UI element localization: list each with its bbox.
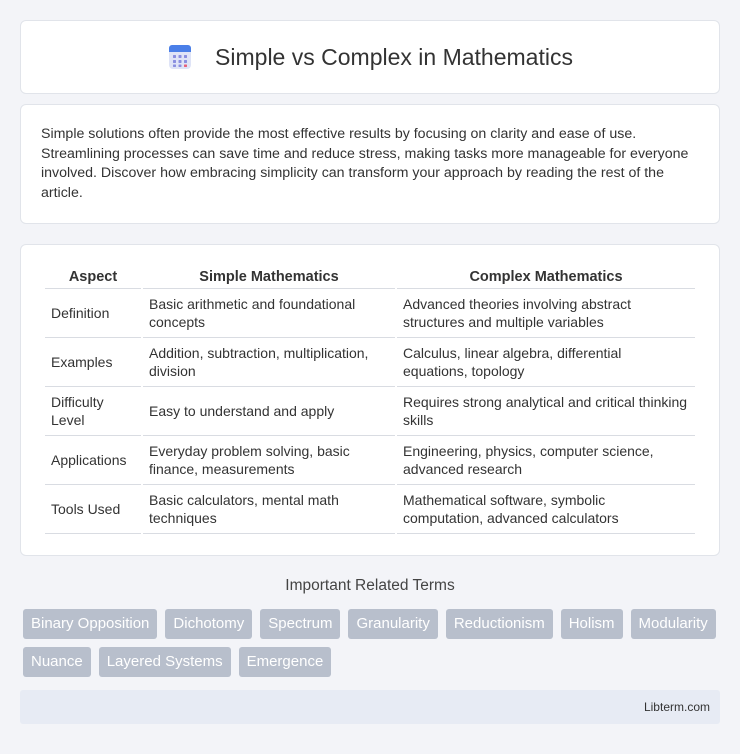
table-cell-simple: Everyday problem solving, basic finance, measurements [143, 436, 395, 485]
term-tag[interactable]: Reductionism [446, 609, 553, 639]
term-tag[interactable]: Modularity [631, 609, 716, 639]
table-cell-complex: Calculus, linear algebra, differential equations, topology [397, 338, 695, 387]
column-header-simple: Simple Mathematics [143, 265, 395, 289]
table-cell-aspect: Tools Used [45, 485, 141, 534]
term-tag[interactable]: Holism [561, 609, 623, 639]
intro-text: Simple solutions often provide the most effective results by focusing on clarity and ease of use. Streamlining processes can save time and reduce stress, making tasks more manageable for everyone involved. Discover how embracing simplicity can transform your approach by reading the rest of the article. [41, 126, 689, 201]
table-cell-complex: Engineering, physics, computer science, advanced research [397, 436, 695, 485]
footer-site-link[interactable]: Libterm.com [643, 700, 710, 714]
table-cell-complex: Mathematical software, symbolic computation, advanced calculators [397, 485, 695, 534]
table-cell-aspect: Difficulty Level [45, 387, 141, 436]
calculator-icon [167, 44, 193, 70]
table-row [45, 338, 695, 387]
table-cell-aspect: Definition [45, 289, 141, 338]
table-cell-simple: Easy to understand and apply [143, 387, 395, 436]
table-cell-aspect: Applications [45, 436, 141, 485]
related-terms-title: Important Related Terms [285, 577, 455, 594]
related-terms-list [23, 609, 723, 677]
table-cell-simple: Basic arithmetic and foundational concepts [143, 289, 395, 338]
comparison-table [43, 265, 697, 534]
comparison-table-card [20, 244, 720, 556]
column-header-complex: Complex Mathematics [397, 265, 695, 289]
table-cell-simple: Basic calculators, mental math techniques [143, 485, 395, 534]
table-cell-complex: Requires strong analytical and critical thinking skills [397, 387, 695, 436]
intro-card [20, 104, 720, 224]
column-header-aspect: Aspect [45, 265, 141, 289]
table-cell-aspect: Examples [45, 338, 141, 387]
term-tag[interactable]: Nuance [23, 647, 91, 677]
table-cell-complex: Advanced theories involving abstract structures and multiple variables [397, 289, 695, 338]
table-header-row [45, 265, 695, 289]
term-tag[interactable]: Granularity [348, 609, 437, 639]
header-card [20, 20, 720, 94]
table-row [45, 387, 695, 436]
term-tag[interactable]: Emergence [239, 647, 332, 677]
footer [20, 690, 720, 724]
title-wrap [167, 44, 573, 71]
term-tag[interactable]: Spectrum [260, 609, 340, 639]
term-tag[interactable]: Dichotomy [165, 609, 252, 639]
page-title: Simple vs Complex in Mathematics [215, 43, 573, 70]
table-row [45, 436, 695, 485]
term-tag[interactable]: Layered Systems [99, 647, 231, 677]
table-row [45, 485, 695, 534]
term-tag[interactable]: Binary Opposition [23, 609, 157, 639]
table-row [45, 289, 695, 338]
table-cell-simple: Addition, subtraction, multiplication, division [143, 338, 395, 387]
